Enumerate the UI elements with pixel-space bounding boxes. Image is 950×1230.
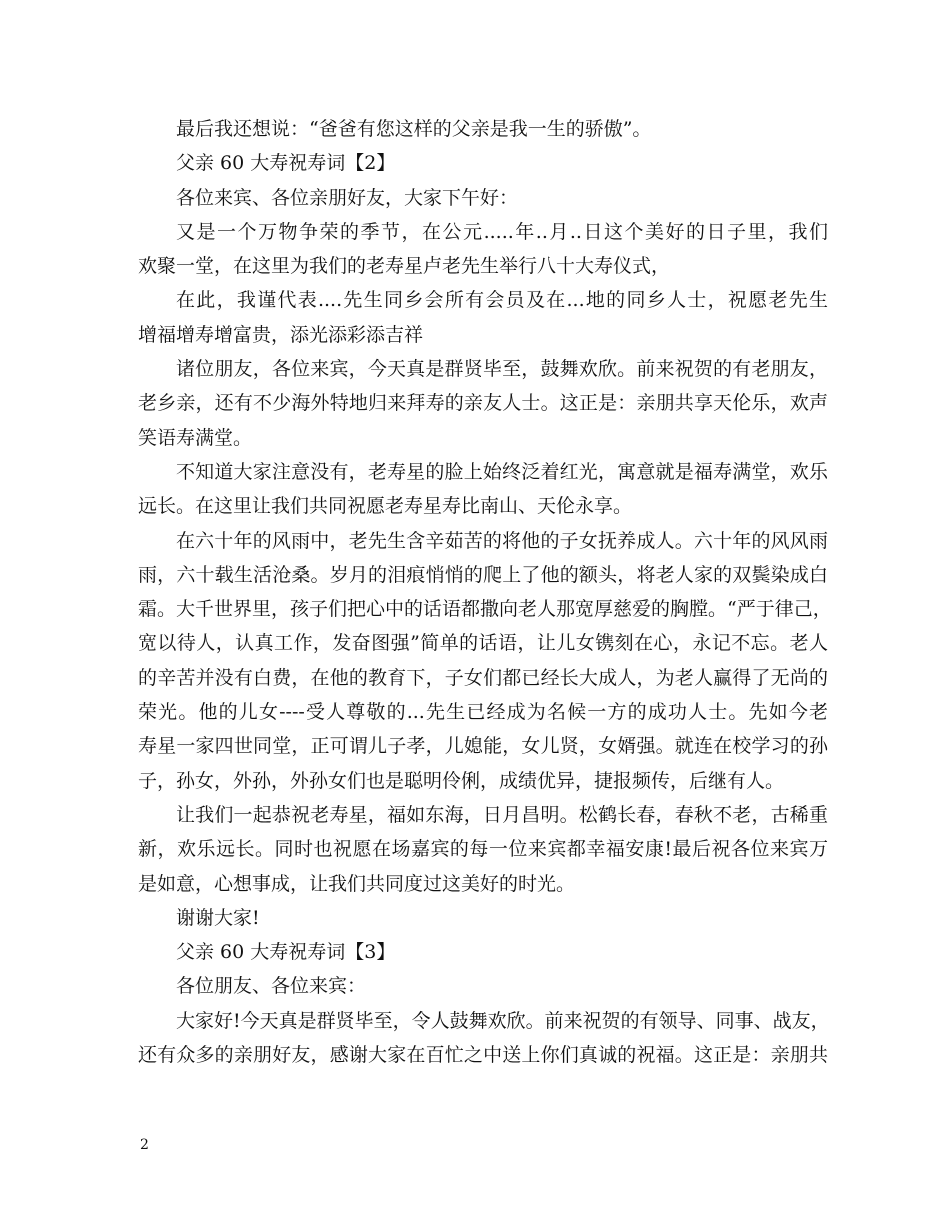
text-line: 新，欢乐远长。同时也祝愿在场嘉宾的每一位来宾都幸福安康!最后祝各位来宾万 (138, 838, 828, 861)
text-line: 各位来宾、各位亲朋好友，大家下午好： (176, 186, 519, 209)
text-line: 不知道大家注意没有，老寿星的脸上始终泛着红光，寓意就是福寿满堂，欢乐 (176, 460, 828, 483)
text-line: 增福增寿增富贵，添光添彩添吉祥 (138, 323, 424, 346)
text-line: 是如意，心想事成，让我们共同度过这美好的时光。 (138, 872, 576, 895)
text-line: 最后我还想说：“爸爸有您这样的父亲是我一生的骄傲”。 (176, 118, 652, 140)
text-line: 各位朋友、各位来宾： (176, 975, 367, 998)
text-line: 让我们一起恭祝老寿星，福如东海，日月昌明。松鹤长春，春秋不老，古稀重 (176, 803, 828, 826)
section-heading: 父亲 60 大寿祝寿词【3】 (176, 941, 396, 964)
text-line: 欢聚一堂，在这里为我们的老寿星卢老先生举行八十大寿仪式， (138, 255, 671, 278)
text-line: 荣光。他的儿女----受人尊敬的...先生已经成为名候一方的成功人士。先如今老 (138, 701, 828, 724)
text-line: 寿星一家四世同堂，正可谓儿子孝，儿媳能，女儿贤，女婿强。就连在校学习的孙 (138, 735, 828, 758)
text-line: 又是一个万物争荣的季节，在公元.....年..月..日这个美好的日子里，我们 (176, 220, 828, 243)
text-line: 的辛苦并没有白费，在他的教育下，子女们都已经长大成人，为老人赢得了无尚的 (138, 666, 828, 689)
section-heading: 父亲 60 大寿祝寿词【2】 (176, 152, 396, 175)
text-line: 在六十年的风雨中，老先生含辛茹苦的将他的子女抚养成人。六十年的风风雨 (176, 529, 828, 552)
text-line: 霜。大千世界里，孩子们把心中的话语都撒向老人那宽厚慈爱的胸膛。“严于律己， (138, 598, 832, 621)
text-line: 在此，我谨代表....先生同乡会所有会员及在...地的同乡人士，祝愿老先生 (176, 289, 828, 312)
page-number: 2 (140, 1137, 149, 1153)
text-line: 诸位朋友，各位来宾，今天真是群贤毕至，鼓舞欢欣。前来祝贺的有老朋友， (176, 358, 828, 381)
text-line: 笑语寿满堂。 (138, 426, 253, 449)
text-line: 雨，六十载生活沧桑。岁月的泪痕悄悄的爬上了他的额头，将老人家的双鬓染成白 (138, 563, 828, 586)
text-line: 老乡亲，还有不少海外特地归来拜寿的亲友人士。这正是：亲朋共享天伦乐，欢声 (138, 392, 828, 415)
text-line: 还有众多的亲朋好友，感谢大家在百忙之中送上你们真诚的祝福。这正是：亲朋共 (138, 1044, 828, 1067)
text-line: 子，孙女，外孙，外孙女们也是聪明伶俐，成绩优异，捷报频传，后继有人。 (138, 769, 785, 792)
text-line: 远长。在这里让我们共同祝愿老寿星寿比南山、天伦永享。 (138, 495, 633, 518)
text-line: 宽以待人，认真工作，发奋图强”简单的话语，让儿女镌刻在心，永记不忘。老人 (138, 632, 828, 655)
text-line: 大家好!今天真是群贤毕至，令人鼓舞欢欣。前来祝贺的有领导、同事、战友， (176, 1009, 830, 1032)
document-body (138, 112, 832, 1072)
text-line: 谢谢大家! (176, 906, 260, 929)
